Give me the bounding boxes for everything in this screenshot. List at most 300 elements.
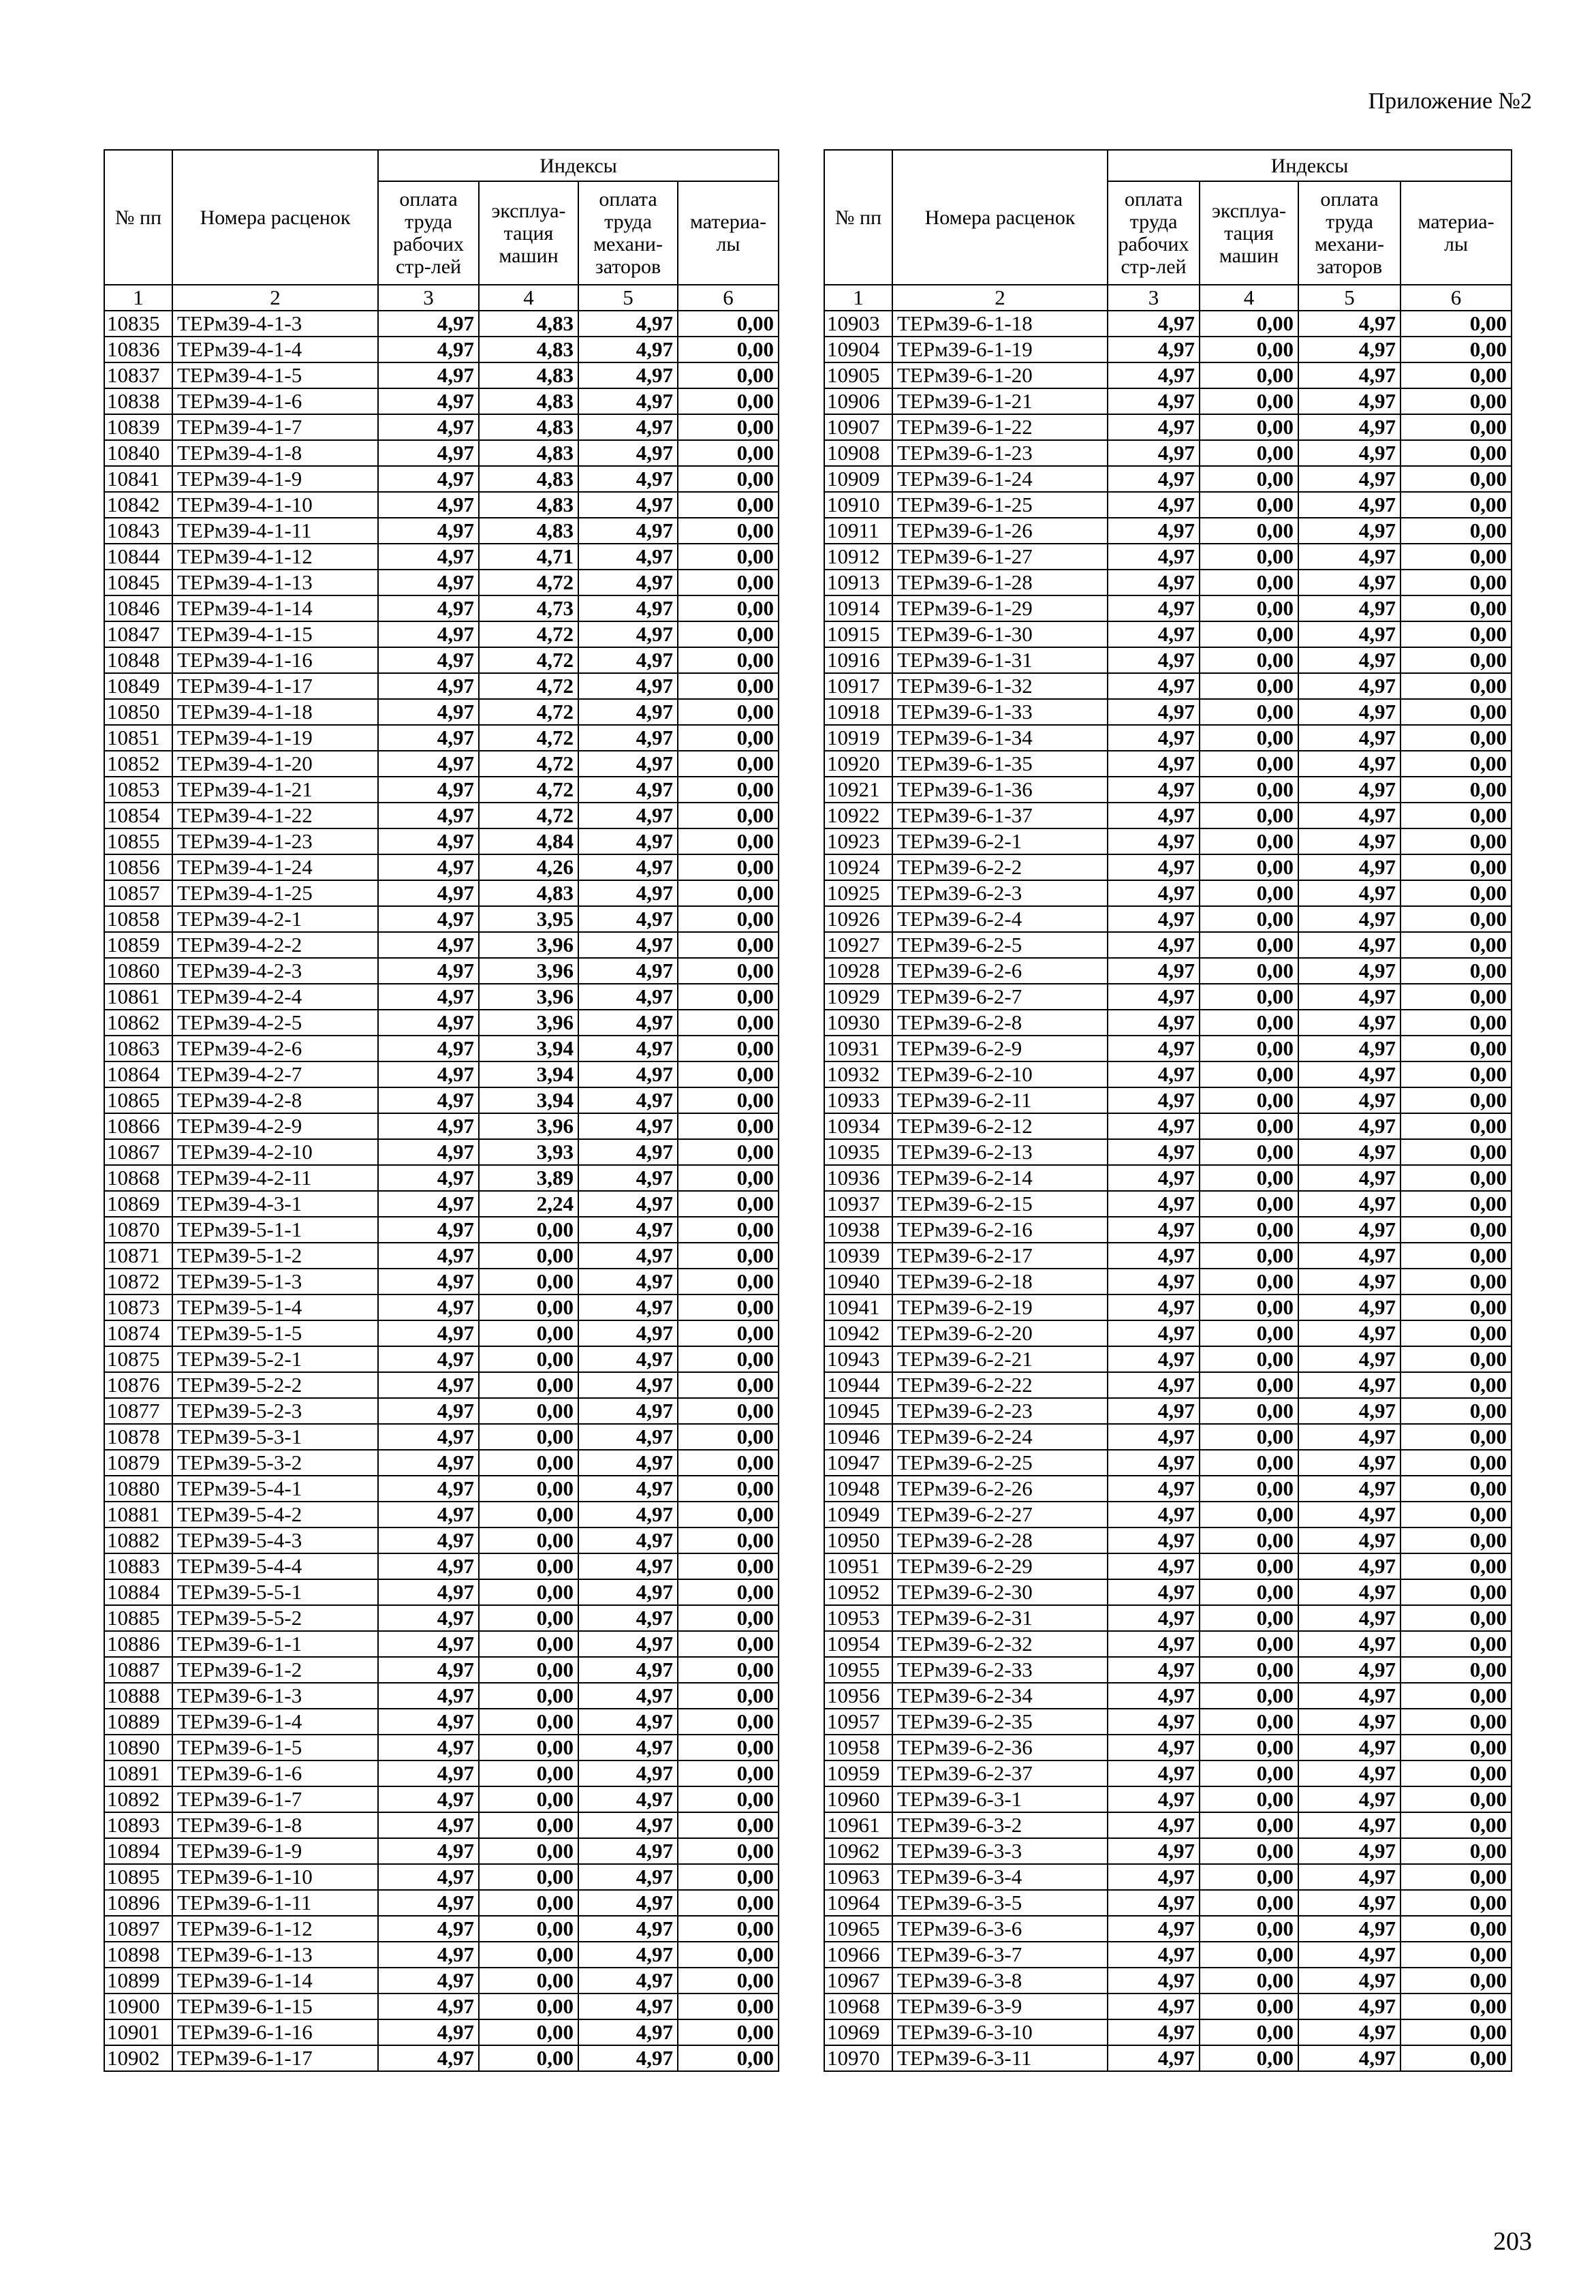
rate-code-cell: ТЕРм39-6-1-24 <box>892 466 1108 492</box>
rate-code-cell: ТЕРм39-5-1-2 <box>172 1243 378 1269</box>
row-number-cell: 10927 <box>824 932 892 958</box>
table-row <box>104 828 779 854</box>
worker-pay-index-cell: 4,97 <box>1108 1036 1200 1061</box>
operator-pay-index-cell: 4,97 <box>578 1968 678 1994</box>
materials-index-cell: 0,00 <box>678 414 779 440</box>
rate-code-cell: ТЕРм39-6-2-19 <box>892 1294 1108 1320</box>
rate-code-cell: ТЕРм39-6-1-17 <box>172 2045 378 2071</box>
worker-pay-index-cell: 4,97 <box>378 1579 479 1605</box>
table-row <box>104 1942 779 1968</box>
machine-operation-index-cell: 4,72 <box>479 621 578 647</box>
worker-pay-index-cell: 4,97 <box>1108 1968 1200 1994</box>
row-number-cell: 10887 <box>104 1657 172 1683</box>
worker-pay-index-cell: 4,97 <box>1108 1113 1200 1139</box>
row-number-cell: 10969 <box>824 2019 892 2045</box>
worker-pay-index-cell: 4,97 <box>378 595 479 621</box>
table-row <box>824 1191 1512 1217</box>
row-number-cell: 10918 <box>824 699 892 725</box>
materials-index-cell: 0,00 <box>1401 1890 1512 1916</box>
worker-pay-index-cell: 4,97 <box>1108 1502 1200 1527</box>
row-number-cell: 10959 <box>824 1760 892 1786</box>
rate-code-cell: ТЕРм39-5-4-4 <box>172 1553 378 1579</box>
row-number-cell: 10909 <box>824 466 892 492</box>
row-number-cell: 10899 <box>104 1968 172 1994</box>
materials-index-cell: 0,00 <box>1401 311 1512 337</box>
worker-pay-index-cell: 4,97 <box>1108 1657 1200 1683</box>
materials-index-cell: 0,00 <box>1401 388 1512 414</box>
operator-pay-index-cell: 4,97 <box>1298 544 1401 570</box>
machine-operation-index-cell: 0,00 <box>1200 544 1298 570</box>
header-code: Номера расценок <box>892 150 1108 285</box>
table-row <box>824 1916 1512 1942</box>
materials-index-cell: 0,00 <box>1401 1502 1512 1527</box>
operator-pay-index-cell: 4,97 <box>1298 673 1401 699</box>
operator-pay-index-cell: 4,97 <box>578 1709 678 1735</box>
operator-pay-index-cell: 4,97 <box>578 880 678 906</box>
materials-index-cell: 0,00 <box>1401 1191 1512 1217</box>
operator-pay-index-cell: 4,97 <box>1298 388 1401 414</box>
row-number-cell: 10858 <box>104 906 172 932</box>
table-row <box>824 854 1512 880</box>
machine-operation-index-cell: 0,00 <box>479 1579 578 1605</box>
row-number-cell: 10880 <box>104 1476 172 1502</box>
row-number-cell: 10852 <box>104 751 172 777</box>
machine-operation-index-cell: 3,96 <box>479 1113 578 1139</box>
operator-pay-index-cell: 4,97 <box>1298 1294 1401 1320</box>
table-row <box>104 1968 779 1994</box>
materials-index-cell: 0,00 <box>678 1864 779 1890</box>
row-number-cell: 10843 <box>104 518 172 544</box>
row-number-cell: 10853 <box>104 777 172 803</box>
rate-code-cell: ТЕРм39-6-2-31 <box>892 1605 1108 1631</box>
table-row <box>824 1890 1512 1916</box>
machine-operation-index-cell: 0,00 <box>1200 906 1298 932</box>
table-row <box>824 1579 1512 1605</box>
machine-operation-index-cell: 4,72 <box>479 570 578 595</box>
rate-code-cell: ТЕРм39-5-1-3 <box>172 1269 378 1294</box>
materials-index-cell: 0,00 <box>1401 880 1512 906</box>
table-row <box>824 1139 1512 1165</box>
machine-operation-index-cell: 0,00 <box>479 1631 578 1657</box>
materials-index-cell: 0,00 <box>678 1657 779 1683</box>
row-number-cell: 10913 <box>824 570 892 595</box>
row-number-cell: 10871 <box>104 1243 172 1269</box>
row-number-cell: 10874 <box>104 1320 172 1346</box>
row-number-cell: 10891 <box>104 1760 172 1786</box>
row-number-cell: 10942 <box>824 1320 892 1346</box>
row-number-cell: 10864 <box>104 1061 172 1087</box>
rate-code-cell: ТЕРм39-6-2-11 <box>892 1087 1108 1113</box>
operator-pay-index-cell: 4,97 <box>578 518 678 544</box>
materials-index-cell: 0,00 <box>1401 1450 1512 1476</box>
materials-index-cell: 0,00 <box>678 1683 779 1709</box>
row-number-cell: 10841 <box>104 466 172 492</box>
rate-code-cell: ТЕРм39-6-1-26 <box>892 518 1108 544</box>
materials-index-cell: 0,00 <box>678 906 779 932</box>
row-number-cell: 10914 <box>824 595 892 621</box>
operator-pay-index-cell: 4,97 <box>1298 854 1401 880</box>
header-worker-pay: оплата труда рабочих стр-лей <box>1108 181 1200 285</box>
worker-pay-index-cell: 4,97 <box>378 1890 479 1916</box>
machine-operation-index-cell: 0,00 <box>1200 621 1298 647</box>
materials-index-cell: 0,00 <box>678 1527 779 1553</box>
row-number-cell: 10836 <box>104 337 172 362</box>
worker-pay-index-cell: 4,97 <box>378 621 479 647</box>
table-row <box>824 570 1512 595</box>
row-number-cell: 10925 <box>824 880 892 906</box>
machine-operation-index-cell: 0,00 <box>1200 673 1298 699</box>
table-row <box>824 1320 1512 1346</box>
machine-operation-index-cell: 3,94 <box>479 1036 578 1061</box>
machine-operation-index-cell: 0,00 <box>1200 828 1298 854</box>
row-number-cell: 10904 <box>824 337 892 362</box>
materials-index-cell: 0,00 <box>1401 1087 1512 1113</box>
operator-pay-index-cell: 4,97 <box>578 1916 678 1942</box>
machine-operation-index-cell: 0,00 <box>479 1502 578 1527</box>
table-row <box>824 1010 1512 1036</box>
row-number-cell: 10965 <box>824 1916 892 1942</box>
table-row <box>824 1243 1512 1269</box>
table-row <box>104 1061 779 1087</box>
table-row <box>824 1994 1512 2019</box>
materials-index-cell: 0,00 <box>1401 1217 1512 1243</box>
machine-operation-index-cell: 0,00 <box>479 1812 578 1838</box>
rate-code-cell: ТЕРм39-4-1-13 <box>172 570 378 595</box>
operator-pay-index-cell: 4,97 <box>578 699 678 725</box>
row-number-cell: 10898 <box>104 1942 172 1968</box>
worker-pay-index-cell: 4,97 <box>378 1553 479 1579</box>
machine-operation-index-cell: 0,00 <box>1200 1294 1298 1320</box>
operator-pay-index-cell: 4,97 <box>1298 1553 1401 1579</box>
rate-code-cell: ТЕРм39-4-1-9 <box>172 466 378 492</box>
row-number-cell: 10863 <box>104 1036 172 1061</box>
table-row <box>104 1916 779 1942</box>
worker-pay-index-cell: 4,97 <box>1108 1269 1200 1294</box>
machine-operation-index-cell: 0,00 <box>1200 1994 1298 2019</box>
table-row <box>824 1217 1512 1243</box>
rate-code-cell: ТЕРм39-4-1-6 <box>172 388 378 414</box>
worker-pay-index-cell: 4,97 <box>378 337 479 362</box>
operator-pay-index-cell: 4,97 <box>578 544 678 570</box>
worker-pay-index-cell: 4,97 <box>378 1346 479 1372</box>
worker-pay-index-cell: 4,97 <box>1108 311 1200 337</box>
machine-operation-index-cell: 4,73 <box>479 595 578 621</box>
rate-code-cell: ТЕРм39-6-2-3 <box>892 880 1108 906</box>
operator-pay-index-cell: 4,97 <box>1298 1476 1401 1502</box>
table-row <box>824 1061 1512 1087</box>
machine-operation-index-cell: 0,00 <box>479 1605 578 1631</box>
header-num: № пп <box>104 150 172 285</box>
machine-operation-index-cell: 0,00 <box>1200 984 1298 1010</box>
rate-code-cell: ТЕРм39-6-2-37 <box>892 1760 1108 1786</box>
table-row <box>824 595 1512 621</box>
table-row <box>104 906 779 932</box>
materials-index-cell: 0,00 <box>1401 1476 1512 1502</box>
row-number-cell: 10872 <box>104 1269 172 1294</box>
table-row <box>104 647 779 673</box>
machine-operation-index-cell: 0,00 <box>479 1657 578 1683</box>
materials-index-cell: 0,00 <box>678 466 779 492</box>
rate-code-cell: ТЕРм39-6-1-35 <box>892 751 1108 777</box>
rate-code-cell: ТЕРм39-4-2-4 <box>172 984 378 1010</box>
rate-code-cell: ТЕРм39-5-4-1 <box>172 1476 378 1502</box>
machine-operation-index-cell: 0,00 <box>1200 777 1298 803</box>
worker-pay-index-cell: 4,97 <box>378 1527 479 1553</box>
worker-pay-index-cell: 4,97 <box>1108 1476 1200 1502</box>
operator-pay-index-cell: 4,97 <box>1298 414 1401 440</box>
rate-code-cell: ТЕРм39-6-2-18 <box>892 1269 1108 1294</box>
row-number-cell: 10911 <box>824 518 892 544</box>
rate-code-cell: ТЕРм39-6-1-10 <box>172 1864 378 1890</box>
materials-index-cell: 0,00 <box>678 1191 779 1217</box>
materials-index-cell: 0,00 <box>678 1424 779 1450</box>
operator-pay-index-cell: 4,97 <box>1298 1243 1401 1269</box>
column-number: 1 <box>824 285 892 311</box>
worker-pay-index-cell: 4,97 <box>1108 466 1200 492</box>
materials-index-cell: 0,00 <box>678 1139 779 1165</box>
materials-index-cell: 0,00 <box>1401 1398 1512 1424</box>
table-row <box>104 1269 779 1294</box>
machine-operation-index-cell: 4,84 <box>479 828 578 854</box>
worker-pay-index-cell: 4,97 <box>378 1709 479 1735</box>
materials-index-cell: 0,00 <box>1401 1346 1512 1372</box>
row-number-cell: 10931 <box>824 1036 892 1061</box>
operator-pay-index-cell: 4,97 <box>1298 906 1401 932</box>
header-indices-group: Индексы <box>1108 150 1512 181</box>
operator-pay-index-cell: 4,97 <box>578 1191 678 1217</box>
row-number-cell: 10954 <box>824 1631 892 1657</box>
rate-code-cell: ТЕРм39-6-1-1 <box>172 1631 378 1657</box>
materials-index-cell: 0,00 <box>678 1398 779 1424</box>
row-number-cell: 10943 <box>824 1346 892 1372</box>
materials-index-cell: 0,00 <box>1401 1709 1512 1735</box>
worker-pay-index-cell: 4,97 <box>378 803 479 828</box>
rate-code-cell: ТЕРм39-6-1-21 <box>892 388 1108 414</box>
materials-index-cell: 0,00 <box>678 440 779 466</box>
row-number-cell: 10875 <box>104 1346 172 1372</box>
row-number-cell: 10950 <box>824 1527 892 1553</box>
worker-pay-index-cell: 4,97 <box>1108 570 1200 595</box>
table-row <box>104 1398 779 1424</box>
header-materials: материа- лы <box>1401 181 1512 285</box>
worker-pay-index-cell: 4,97 <box>1108 1294 1200 1320</box>
materials-index-cell: 0,00 <box>678 647 779 673</box>
rate-code-cell: ТЕРм39-6-2-16 <box>892 1217 1108 1243</box>
table-row <box>824 492 1512 518</box>
machine-operation-index-cell: 4,72 <box>479 777 578 803</box>
worker-pay-index-cell: 4,97 <box>1108 362 1200 388</box>
machine-operation-index-cell: 0,00 <box>1200 570 1298 595</box>
rate-code-cell: ТЕРм39-6-1-25 <box>892 492 1108 518</box>
table-row <box>104 544 779 570</box>
materials-index-cell: 0,00 <box>1401 854 1512 880</box>
worker-pay-index-cell: 4,97 <box>1108 828 1200 854</box>
row-number-cell: 10939 <box>824 1243 892 1269</box>
rate-code-cell: ТЕРм39-6-1-3 <box>172 1683 378 1709</box>
operator-pay-index-cell: 4,97 <box>578 1502 678 1527</box>
rate-code-cell: ТЕРм39-4-2-9 <box>172 1113 378 1139</box>
operator-pay-index-cell: 4,97 <box>1298 1968 1401 1994</box>
materials-index-cell: 0,00 <box>1401 1657 1512 1683</box>
operator-pay-index-cell: 4,97 <box>578 1838 678 1864</box>
worker-pay-index-cell: 4,97 <box>1108 544 1200 570</box>
table-row <box>824 2045 1512 2071</box>
operator-pay-index-cell: 4,97 <box>1298 1424 1401 1450</box>
materials-index-cell: 0,00 <box>1401 1838 1512 1864</box>
row-number-cell: 10844 <box>104 544 172 570</box>
machine-operation-index-cell: 0,00 <box>479 1320 578 1346</box>
worker-pay-index-cell: 4,97 <box>378 1657 479 1683</box>
worker-pay-index-cell: 4,97 <box>1108 1709 1200 1735</box>
operator-pay-index-cell: 4,97 <box>1298 1087 1401 1113</box>
table-row <box>104 1502 779 1527</box>
machine-operation-index-cell: 0,00 <box>1200 414 1298 440</box>
worker-pay-index-cell: 4,97 <box>378 1502 479 1527</box>
operator-pay-index-cell: 4,97 <box>1298 803 1401 828</box>
materials-index-cell: 0,00 <box>1401 362 1512 388</box>
rate-code-cell: ТЕРм39-6-1-2 <box>172 1657 378 1683</box>
operator-pay-index-cell: 4,97 <box>578 1605 678 1631</box>
rate-code-cell: ТЕРм39-5-1-1 <box>172 1217 378 1243</box>
table-body-right <box>824 311 1512 2071</box>
table-row <box>824 1502 1512 1527</box>
rate-code-cell: ТЕРм39-6-3-4 <box>892 1864 1108 1890</box>
rate-code-cell: ТЕРм39-6-1-36 <box>892 777 1108 803</box>
materials-index-cell: 0,00 <box>1401 1994 1512 2019</box>
row-number-cell: 10951 <box>824 1553 892 1579</box>
operator-pay-index-cell: 4,97 <box>578 725 678 751</box>
worker-pay-index-cell: 4,97 <box>378 647 479 673</box>
operator-pay-index-cell: 4,97 <box>578 1398 678 1424</box>
rate-code-cell: ТЕРм39-5-4-2 <box>172 1502 378 1527</box>
header-operator-pay: оплата труда механи- заторов <box>1298 181 1401 285</box>
operator-pay-index-cell: 4,97 <box>1298 984 1401 1010</box>
operator-pay-index-cell: 4,97 <box>578 621 678 647</box>
worker-pay-index-cell: 4,97 <box>378 1942 479 1968</box>
row-number-cell: 10958 <box>824 1735 892 1760</box>
machine-operation-index-cell: 4,83 <box>479 518 578 544</box>
table-row <box>104 1010 779 1036</box>
rate-code-cell: ТЕРм39-6-2-4 <box>892 906 1108 932</box>
table-row <box>104 1683 779 1709</box>
materials-index-cell: 0,00 <box>678 1916 779 1942</box>
machine-operation-index-cell: 0,00 <box>1200 1113 1298 1139</box>
worker-pay-index-cell: 4,97 <box>1108 932 1200 958</box>
table-row <box>824 621 1512 647</box>
row-number-cell: 10888 <box>104 1683 172 1709</box>
machine-operation-index-cell: 0,00 <box>1200 1320 1298 1346</box>
machine-operation-index-cell: 0,00 <box>1200 647 1298 673</box>
materials-index-cell: 0,00 <box>1401 699 1512 725</box>
machine-operation-index-cell: 0,00 <box>479 1709 578 1735</box>
materials-index-cell: 0,00 <box>678 1709 779 1735</box>
materials-index-cell: 0,00 <box>678 1269 779 1294</box>
operator-pay-index-cell: 4,97 <box>1298 1502 1401 1527</box>
worker-pay-index-cell: 4,97 <box>1108 1191 1200 1217</box>
operator-pay-index-cell: 4,97 <box>1298 1217 1401 1243</box>
table-row <box>824 1838 1512 1864</box>
rate-code-cell: ТЕРм39-4-1-25 <box>172 880 378 906</box>
row-number-cell: 10845 <box>104 570 172 595</box>
table-row <box>104 1191 779 1217</box>
worker-pay-index-cell: 4,97 <box>378 1191 479 1217</box>
materials-index-cell: 0,00 <box>1401 1683 1512 1709</box>
worker-pay-index-cell: 4,97 <box>378 2045 479 2071</box>
operator-pay-index-cell: 4,97 <box>1298 1061 1401 1087</box>
rate-code-cell: ТЕРм39-6-1-28 <box>892 570 1108 595</box>
row-number-cell: 10953 <box>824 1605 892 1631</box>
operator-pay-index-cell: 4,97 <box>1298 1890 1401 1916</box>
table-row <box>824 1294 1512 1320</box>
row-number-cell: 10932 <box>824 1061 892 1087</box>
table-row <box>104 854 779 880</box>
worker-pay-index-cell: 4,97 <box>378 1320 479 1346</box>
table-row <box>104 932 779 958</box>
worker-pay-index-cell: 4,97 <box>1108 414 1200 440</box>
rate-code-cell: ТЕРм39-4-2-3 <box>172 958 378 984</box>
row-number-cell: 10890 <box>104 1735 172 1760</box>
rate-code-cell: ТЕРм39-6-3-3 <box>892 1838 1108 1864</box>
worker-pay-index-cell: 4,97 <box>378 1450 479 1476</box>
machine-operation-index-cell: 4,83 <box>479 388 578 414</box>
table-row <box>104 1838 779 1864</box>
materials-index-cell: 0,00 <box>1401 1916 1512 1942</box>
materials-index-cell: 0,00 <box>678 1605 779 1631</box>
rate-code-cell: ТЕРм39-6-1-27 <box>892 544 1108 570</box>
materials-index-cell: 0,00 <box>1401 1631 1512 1657</box>
table-row <box>104 388 779 414</box>
worker-pay-index-cell: 4,97 <box>1108 1942 1200 1968</box>
worker-pay-index-cell: 4,97 <box>378 311 479 337</box>
worker-pay-index-cell: 4,97 <box>1108 518 1200 544</box>
row-number-cell: 10866 <box>104 1113 172 1139</box>
row-number-cell: 10886 <box>104 1631 172 1657</box>
row-number-cell: 10848 <box>104 647 172 673</box>
table-row <box>824 1476 1512 1502</box>
rate-code-cell: ТЕРм39-6-1-8 <box>172 1812 378 1838</box>
machine-operation-index-cell: 0,00 <box>1200 1838 1298 1864</box>
row-number-cell: 10920 <box>824 751 892 777</box>
rate-code-cell: ТЕРм39-5-2-2 <box>172 1372 378 1398</box>
machine-operation-index-cell: 0,00 <box>479 1372 578 1398</box>
rate-code-cell: ТЕРм39-6-3-5 <box>892 1890 1108 1916</box>
operator-pay-index-cell: 4,97 <box>1298 777 1401 803</box>
table-row <box>104 466 779 492</box>
materials-index-cell: 0,00 <box>678 958 779 984</box>
column-number: 6 <box>678 285 779 311</box>
rate-code-cell: ТЕРм39-6-1-9 <box>172 1838 378 1864</box>
materials-index-cell: 0,00 <box>1401 725 1512 751</box>
worker-pay-index-cell: 4,97 <box>378 1217 479 1243</box>
table-row <box>104 1994 779 2019</box>
rate-code-cell: ТЕРм39-6-1-23 <box>892 440 1108 466</box>
table-row <box>824 932 1512 958</box>
worker-pay-index-cell: 4,97 <box>378 1165 479 1191</box>
worker-pay-index-cell: 4,97 <box>378 751 479 777</box>
rate-code-cell: ТЕРм39-4-2-8 <box>172 1087 378 1113</box>
rate-code-cell: ТЕРм39-6-1-31 <box>892 647 1108 673</box>
rate-code-cell: ТЕРм39-6-1-18 <box>892 311 1108 337</box>
worker-pay-index-cell: 4,97 <box>378 932 479 958</box>
machine-operation-index-cell: 0,00 <box>1200 440 1298 466</box>
worker-pay-index-cell: 4,97 <box>378 1838 479 1864</box>
row-number-cell: 10967 <box>824 1968 892 1994</box>
machine-operation-index-cell: 4,83 <box>479 414 578 440</box>
operator-pay-index-cell: 4,97 <box>578 1476 678 1502</box>
machine-operation-index-cell: 0,00 <box>479 1476 578 1502</box>
rate-code-cell: ТЕРм39-6-2-15 <box>892 1191 1108 1217</box>
row-number-cell: 10865 <box>104 1087 172 1113</box>
